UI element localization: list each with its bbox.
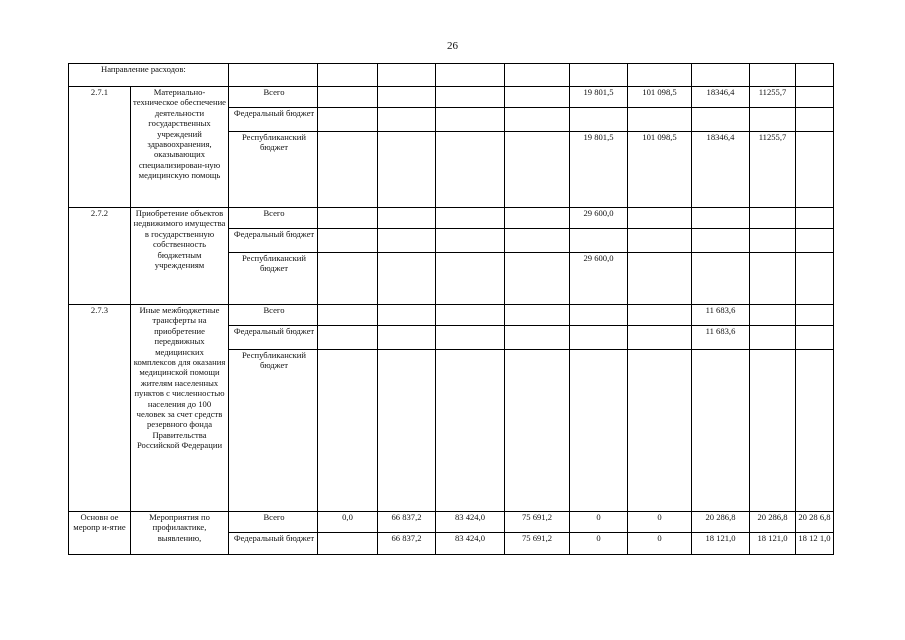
value-cell: 75 691,2 [505, 533, 570, 555]
value-cell [750, 350, 796, 512]
value-cell [318, 326, 378, 350]
value-cell: 11 683,6 [692, 305, 750, 326]
value-cell [750, 108, 796, 132]
section-name: Мероприятия по профилактике, выявлению, [131, 512, 229, 555]
value-cell: 0 [628, 533, 692, 555]
value-cell [628, 326, 692, 350]
funding-source: Федеральный бюджет [229, 229, 318, 253]
value-cell [378, 305, 436, 326]
value-cell [692, 208, 750, 229]
value-cell [436, 108, 505, 132]
value-cell [628, 305, 692, 326]
funding-source: Всего [229, 208, 318, 229]
section-code: 2.7.3 [69, 305, 131, 512]
value-cell [505, 326, 570, 350]
value-cell [750, 305, 796, 326]
value-cell [570, 305, 628, 326]
value-cell: 101 098,5 [628, 132, 692, 208]
value-cell [628, 208, 692, 229]
value-cell [692, 253, 750, 305]
value-cell: 29 600,0 [570, 253, 628, 305]
value-cell [378, 326, 436, 350]
section-name: Приобретение объектов недвижимого имущества в государственную собственность бюджетным учреждениям [131, 208, 229, 305]
funding-source: Федеральный бюджет [229, 326, 318, 350]
value-cell: 18 121,0 [750, 533, 796, 555]
value-cell [570, 326, 628, 350]
table-row [69, 208, 834, 229]
value-cell: 66 837,2 [378, 512, 436, 533]
funding-source: Республиканский бюджет [229, 350, 318, 512]
value-cell [378, 87, 436, 108]
value-cell [796, 87, 834, 108]
budget-table [68, 63, 834, 555]
value-cell [750, 326, 796, 350]
value-cell [318, 253, 378, 305]
funding-source: Всего [229, 305, 318, 326]
expense-direction-label: Направление расходов: [69, 64, 229, 87]
funding-source: Федеральный бюджет [229, 108, 318, 132]
value-cell [692, 108, 750, 132]
value-cell [436, 305, 505, 326]
value-cell [796, 132, 834, 208]
value-cell: 18 121,0 [692, 533, 750, 555]
section-code: Основн ое меропр и-ятие [69, 512, 131, 555]
value-cell [378, 253, 436, 305]
value-cell [628, 253, 692, 305]
funding-source: Республиканский бюджет [229, 132, 318, 208]
funding-source: Всего [229, 512, 318, 533]
value-cell [318, 87, 378, 108]
value-cell: 20 286,8 [692, 512, 750, 533]
funding-source: Всего [229, 87, 318, 108]
value-cell: 20 286,8 [750, 512, 796, 533]
value-cell [436, 87, 505, 108]
value-cell [378, 350, 436, 512]
value-cell [750, 253, 796, 305]
value-cell [436, 253, 505, 305]
value-cell [318, 305, 378, 326]
funding-source: Республиканский бюджет [229, 253, 318, 305]
value-cell [692, 229, 750, 253]
value-cell [378, 229, 436, 253]
value-cell: 11255,7 [750, 87, 796, 108]
value-cell: 11255,7 [750, 132, 796, 208]
value-cell: 20 28 6,8 [796, 512, 834, 533]
value-cell: 0 [628, 512, 692, 533]
value-cell [570, 229, 628, 253]
value-cell: 19 801,5 [570, 87, 628, 108]
value-cell [796, 229, 834, 253]
value-cell [436, 229, 505, 253]
value-cell [628, 350, 692, 512]
value-cell [505, 229, 570, 253]
value-cell [570, 108, 628, 132]
value-cell [570, 350, 628, 512]
value-cell: 0 [570, 512, 628, 533]
value-cell [628, 229, 692, 253]
value-cell [318, 533, 378, 555]
value-cell [318, 132, 378, 208]
value-cell [378, 108, 436, 132]
value-cell [750, 229, 796, 253]
value-cell [796, 253, 834, 305]
value-cell: 101 098,5 [628, 87, 692, 108]
value-cell [692, 350, 750, 512]
value-cell [378, 208, 436, 229]
value-cell [378, 132, 436, 208]
value-cell [505, 208, 570, 229]
table-row [69, 305, 834, 326]
value-cell [318, 350, 378, 512]
value-cell [505, 132, 570, 208]
value-cell [750, 208, 796, 229]
value-cell: 19 801,5 [570, 132, 628, 208]
value-cell [436, 326, 505, 350]
table-row [69, 87, 834, 108]
value-cell: 18346,4 [692, 132, 750, 208]
value-cell: 29 600,0 [570, 208, 628, 229]
value-cell: 83 424,0 [436, 512, 505, 533]
value-cell [796, 350, 834, 512]
section-name: Иные межбюджетные трансферты на приобретение передвижных медицинских комплексов для оказания медицинской помощи жителям населенных пунктов с численностью населения до 100 человек за счет средств резервного фонда Правительства Российской Федерации [131, 305, 229, 512]
value-cell [505, 253, 570, 305]
funding-source: Федеральный бюджет [229, 533, 318, 555]
value-cell: 18 12 1,0 [796, 533, 834, 555]
section-name: Материально-техническое обеспечение деятельности государственных учреждений здравоохранения, оказывающих специализирован-ную медицинскую помощь [131, 87, 229, 208]
value-cell: 11 683,6 [692, 326, 750, 350]
value-cell [628, 108, 692, 132]
section-code: 2.7.1 [69, 87, 131, 208]
value-cell [505, 108, 570, 132]
value-cell: 18346,4 [692, 87, 750, 108]
value-cell [505, 87, 570, 108]
value-cell [796, 208, 834, 229]
value-cell [318, 208, 378, 229]
value-cell [436, 208, 505, 229]
value-cell [796, 305, 834, 326]
value-cell [505, 305, 570, 326]
value-cell [318, 229, 378, 253]
value-cell [796, 108, 834, 132]
value-cell [796, 326, 834, 350]
value-cell: 83 424,0 [436, 533, 505, 555]
value-cell: 75 691,2 [505, 512, 570, 533]
value-cell [318, 108, 378, 132]
header-row [69, 64, 834, 87]
value-cell [436, 350, 505, 512]
table-row [69, 512, 834, 533]
section-code: 2.7.2 [69, 208, 131, 305]
value-cell [436, 132, 505, 208]
page-number: 26 [447, 40, 458, 52]
value-cell: 0 [570, 533, 628, 555]
value-cell: 66 837,2 [378, 533, 436, 555]
value-cell [505, 350, 570, 512]
value-cell: 0,0 [318, 512, 378, 533]
